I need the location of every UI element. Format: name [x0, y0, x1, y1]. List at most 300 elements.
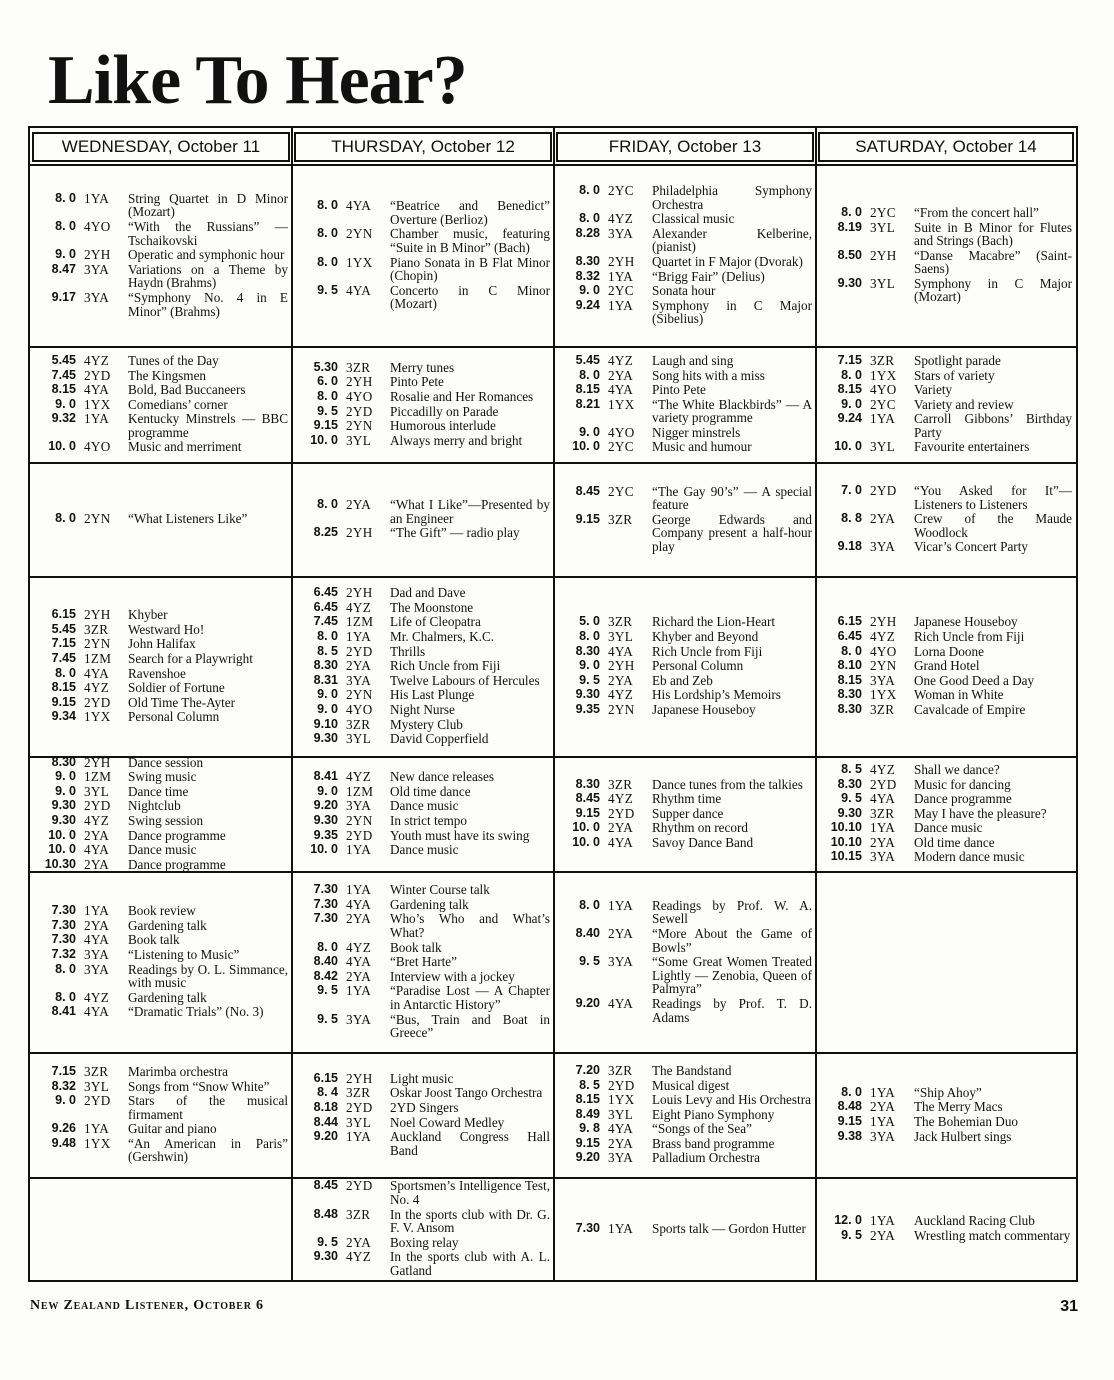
- station-call-sign: 3YA: [84, 261, 110, 277]
- programme-title: Rich Uncle from Fiji: [390, 658, 501, 674]
- programme-title: Crew of the Maude Woodlock: [914, 511, 1072, 540]
- programme-title: “Some Great Women Treated Lightly — Zenobia, Queen of Palmyra”: [652, 954, 812, 997]
- station-call-sign: 3ZR: [84, 1063, 109, 1079]
- programme-entry: [298, 1179, 550, 1206]
- programme-time: 5.45: [51, 621, 76, 636]
- station-call-sign: 2YN: [346, 687, 373, 703]
- programme-title: “Ship Ahoy”: [914, 1084, 982, 1100]
- programme-time: 8. 0: [55, 219, 76, 234]
- station-call-sign: 2YH: [346, 525, 373, 541]
- programme-time: 8.40: [313, 954, 338, 969]
- programme-entry: [560, 299, 812, 326]
- programme-time: 9.30: [51, 798, 76, 813]
- schedule-cell: [30, 1179, 292, 1279]
- programme-entry: [822, 792, 1072, 806]
- programme-entry: [560, 688, 812, 702]
- station-call-sign: 4YZ: [608, 211, 634, 227]
- programme-title: Dance tunes from the talkies: [652, 776, 803, 792]
- station-call-sign: 3YA: [870, 849, 896, 865]
- programme-entry: [560, 674, 812, 688]
- programme-entry: [822, 369, 1072, 383]
- programme-time: 9. 5: [317, 403, 338, 418]
- programme-entry: [36, 991, 288, 1005]
- day-header: SATURDAY, October 14: [818, 132, 1074, 162]
- station-call-sign: 4YO: [870, 643, 897, 659]
- programme-title: Piano Sonata in B Flat Minor (Chopin): [390, 254, 550, 284]
- programme-title: Sportsmen’s Intelligence Test, No. 4: [390, 1178, 550, 1208]
- station-call-sign: 1YX: [84, 709, 111, 725]
- programme-time: 9.30: [313, 813, 338, 827]
- station-call-sign: 2YN: [346, 226, 373, 242]
- programme-title: Night Nurse: [390, 701, 455, 717]
- schedule-cell: [816, 758, 1076, 870]
- station-call-sign: 1YA: [870, 820, 896, 836]
- programme-entry: [36, 383, 288, 397]
- programme-entry: [822, 206, 1072, 220]
- programme-time: 9.30: [51, 813, 76, 827]
- station-call-sign: 2YD: [346, 1099, 373, 1115]
- programme-title: Variety: [914, 382, 953, 398]
- programme-time: 9. 0: [579, 283, 600, 298]
- programme-time: 8. 0: [579, 367, 600, 382]
- programme-grid: [28, 126, 1078, 1282]
- programme-entry: [560, 899, 812, 926]
- station-call-sign: 1YA: [870, 411, 896, 427]
- programme-time: 8. 0: [841, 367, 862, 382]
- station-call-sign: 3YL: [346, 1114, 372, 1130]
- programme-time: 9.15: [575, 1135, 600, 1150]
- programme-time: 10. 0: [572, 439, 600, 454]
- programme-title: Comedians’ corner: [128, 396, 228, 412]
- programme-time: 8. 0: [317, 198, 338, 213]
- programme-entry: [36, 652, 288, 666]
- programme-time: 9. 0: [55, 783, 76, 798]
- programme-title: Rosalie and Her Romances: [390, 388, 534, 404]
- station-call-sign: 2YD: [346, 1178, 373, 1194]
- programme-title: Eb and Zeb: [652, 672, 713, 688]
- station-call-sign: 1YA: [346, 629, 372, 645]
- programme-entry: [36, 814, 288, 828]
- station-call-sign: 4YZ: [346, 1249, 372, 1265]
- station-call-sign: 4YA: [84, 1004, 110, 1020]
- programme-entry: [298, 1208, 550, 1235]
- programme-entry: [560, 836, 812, 850]
- programme-entry: [36, 933, 288, 947]
- programme-time: 9.30: [575, 687, 600, 702]
- station-call-sign: 1YA: [608, 1220, 634, 1236]
- programme-title: “An American in Paris” (Gershwin): [128, 1135, 288, 1165]
- station-call-sign: 2YC: [870, 204, 896, 220]
- programme-title: “What I Like”—Presented by an Engineer: [390, 497, 550, 526]
- station-call-sign: 2YA: [870, 1099, 896, 1115]
- programme-title: Philadelphia Symphony Orchestra: [652, 183, 812, 212]
- station-call-sign: 3YL: [608, 1106, 634, 1122]
- station-call-sign: 4YA: [84, 382, 110, 398]
- programme-entry: [822, 1214, 1072, 1228]
- programme-time: 8.15: [51, 382, 76, 397]
- programme-entry: [822, 688, 1072, 702]
- station-call-sign: 4YZ: [870, 629, 896, 645]
- station-call-sign: 1YA: [84, 1121, 110, 1137]
- day-header: WEDNESDAY, October 11: [32, 132, 290, 162]
- programme-time: 8. 0: [55, 190, 76, 205]
- programme-time: 10. 0: [48, 827, 76, 842]
- station-call-sign: 2YA: [346, 658, 372, 674]
- programme-time: 9.30: [313, 731, 338, 746]
- programme-title: Savoy Dance Band: [652, 834, 754, 850]
- programme-title: Symphony in C Major (Mozart): [914, 275, 1072, 305]
- programme-entry: [36, 623, 288, 637]
- station-call-sign: 4YZ: [84, 989, 110, 1005]
- programme-time: 8.50: [837, 247, 862, 262]
- programme-entry: [36, 696, 288, 710]
- programme-entry: [560, 659, 812, 673]
- programme-entry: [822, 703, 1072, 717]
- programme-title: Cavalcade of Empire: [914, 701, 1026, 717]
- programme-entry: [560, 398, 812, 425]
- programme-title: Gardening talk: [128, 917, 207, 933]
- programme-time: 6.15: [313, 1070, 338, 1085]
- programme-title: Song hits with a miss: [652, 367, 765, 383]
- programme-title: Ravenshoe: [128, 665, 186, 681]
- station-call-sign: 2YN: [870, 658, 897, 674]
- programme-title: “Beatrice and Benedict” Overture (Berlioz): [390, 198, 550, 227]
- programme-entry: [36, 770, 288, 784]
- station-call-sign: 1YA: [870, 1114, 896, 1129]
- station-call-sign: 4YA: [84, 842, 110, 858]
- programme-entry: [560, 792, 812, 806]
- programme-entry: [298, 785, 550, 799]
- station-call-sign: 3YA: [608, 954, 634, 970]
- station-call-sign: 1ZM: [346, 614, 374, 630]
- programme-time: 9.35: [575, 701, 600, 716]
- programme-time: 10.30: [44, 856, 76, 871]
- schedule-cell: [816, 1054, 1076, 1176]
- programme-entry: [560, 426, 812, 440]
- station-call-sign: 2YH: [346, 374, 373, 390]
- programme-time: 9.24: [575, 297, 600, 312]
- station-call-sign: 2YH: [608, 658, 635, 674]
- programme-title: “Paradise Lost — A Chapter in Antarctic History”: [390, 983, 550, 1012]
- station-call-sign: 4YZ: [608, 791, 634, 807]
- programme-entry: [560, 645, 812, 659]
- programme-entry: [822, 484, 1072, 511]
- programme-time: 7.15: [837, 352, 862, 367]
- programme-entry: [298, 615, 550, 629]
- programme-time: 9. 0: [579, 424, 600, 439]
- programme-entry: [822, 763, 1072, 777]
- programme-entry: [560, 807, 812, 821]
- station-call-sign: 3YL: [870, 275, 896, 291]
- programme-entry: [298, 405, 550, 419]
- programme-time: 9. 0: [579, 658, 600, 673]
- schedule-cell: [554, 464, 816, 575]
- programme-time: 8. 0: [317, 388, 338, 403]
- station-call-sign: 3YA: [346, 798, 372, 814]
- station-call-sign: 1YX: [608, 396, 635, 412]
- station-call-sign: 2YH: [870, 614, 897, 630]
- programme-time: 8.31: [313, 672, 338, 687]
- programme-time: 10. 0: [572, 834, 600, 849]
- programme-time: 8.18: [313, 1099, 338, 1114]
- programme-time: 7.45: [313, 614, 338, 629]
- schedule-cell: [554, 1179, 816, 1279]
- programme-time: 9.32: [51, 411, 76, 426]
- station-call-sign: 2YD: [84, 1093, 111, 1109]
- programme-time: 8.25: [313, 525, 338, 540]
- station-call-sign: 4YA: [608, 995, 634, 1011]
- programme-entry: [298, 843, 550, 857]
- programme-time: 8.15: [837, 382, 862, 397]
- programme-time: 7.45: [51, 367, 76, 382]
- station-call-sign: 2YA: [346, 911, 372, 927]
- programme-time: 9. 8: [579, 1121, 600, 1136]
- programme-time: 9. 5: [317, 282, 338, 297]
- programme-entry: [298, 1116, 550, 1130]
- station-call-sign: 3YL: [84, 783, 110, 799]
- schedule-cell: [554, 348, 816, 461]
- programme-title: Dance time: [128, 783, 189, 799]
- programme-entry: [298, 498, 550, 525]
- station-call-sign: 2YC: [608, 483, 634, 499]
- station-call-sign: 3ZR: [870, 701, 895, 717]
- programme-entry: [822, 821, 1072, 835]
- programme-entry: [298, 688, 550, 702]
- station-call-sign: 3ZR: [346, 716, 371, 732]
- programme-time: 8.19: [837, 219, 862, 234]
- schedule-cell: [816, 464, 1076, 575]
- station-call-sign: 4YA: [608, 1121, 634, 1137]
- schedule-cell: [816, 1179, 1076, 1279]
- programme-time: 7.32: [51, 946, 76, 961]
- programme-time: 8. 5: [317, 643, 338, 658]
- programme-entry: [298, 434, 550, 448]
- station-call-sign: 2YN: [346, 813, 373, 828]
- station-call-sign: 4YA: [84, 932, 110, 948]
- programme-entry: [560, 1122, 812, 1136]
- programme-time: 8. 0: [317, 226, 338, 241]
- programme-title: Oskar Joost Tango Orchestra: [390, 1085, 543, 1101]
- programme-time: 8. 0: [579, 629, 600, 644]
- programme-entry: [298, 419, 550, 433]
- station-call-sign: 3YA: [346, 672, 372, 688]
- schedule-cell: [292, 166, 554, 345]
- programme-entry: [298, 1086, 550, 1100]
- programme-title: Merry tunes: [390, 359, 455, 375]
- programme-time: 10. 0: [310, 842, 338, 857]
- station-call-sign: 4YZ: [84, 352, 110, 368]
- programme-entry: [298, 630, 550, 644]
- programme-entry: [822, 850, 1072, 864]
- station-call-sign: 2YD: [84, 367, 111, 383]
- station-call-sign: 4YZ: [346, 939, 372, 955]
- programme-title: Bold, Bad Buccaneers: [128, 382, 246, 398]
- station-call-sign: 1YA: [346, 1129, 372, 1145]
- programme-title: Wrestling match commentary: [914, 1228, 1071, 1243]
- station-call-sign: 2YA: [346, 497, 372, 513]
- programme-entry: [822, 383, 1072, 397]
- programme-title: Dance programme: [128, 856, 226, 872]
- station-call-sign: 4YO: [84, 219, 111, 235]
- station-call-sign: 1YX: [84, 396, 111, 412]
- station-call-sign: 2YN: [346, 418, 373, 434]
- schedule-cell: [554, 578, 816, 755]
- programme-time: 8. 0: [317, 939, 338, 954]
- programme-entry: [298, 984, 550, 1011]
- programme-entry: [560, 1151, 812, 1165]
- programme-time: 8.30: [313, 658, 338, 673]
- programme-entry: [560, 227, 812, 254]
- programme-entry: [560, 1222, 812, 1236]
- programme-time: 8. 0: [317, 629, 338, 644]
- programme-title: “Bret Harte”: [390, 954, 457, 970]
- programme-entry: [560, 1064, 812, 1078]
- programme-time: 8. 0: [317, 497, 338, 512]
- programme-entry: [298, 601, 550, 615]
- programme-entry: [560, 383, 812, 397]
- programme-title: Music and humour: [652, 439, 752, 455]
- programme-title: Japanese Houseboy: [652, 701, 756, 717]
- programme-title: Music for dancing: [914, 776, 1011, 792]
- station-call-sign: 3YA: [608, 1150, 634, 1166]
- programme-title: The Bohemian Duo: [914, 1114, 1019, 1129]
- programme-entry: [36, 440, 288, 454]
- station-call-sign: 3ZR: [608, 511, 633, 527]
- programme-time: 8.10: [837, 658, 862, 673]
- programme-time: 8.30: [575, 254, 600, 268]
- station-call-sign: 2YD: [84, 798, 111, 814]
- programme-title: Suite in B Minor for Flutes and Strings (Bach): [914, 219, 1072, 249]
- programme-time: 8. 0: [55, 961, 76, 976]
- day-header: THURSDAY, October 12: [294, 132, 552, 162]
- programme-time: 7.30: [51, 917, 76, 932]
- programme-title: Gardening talk: [390, 896, 469, 912]
- programme-entry: [36, 756, 288, 770]
- programme-title: Musical digest: [652, 1077, 730, 1093]
- programme-title: Supper dance: [652, 805, 724, 821]
- programme-time: 9.20: [313, 798, 338, 813]
- programme-time: 5.45: [51, 352, 76, 367]
- programme-entry: [560, 927, 812, 954]
- programme-title: Life of Cleopatra: [390, 614, 481, 630]
- station-call-sign: 2YN: [84, 636, 111, 652]
- programme-title: Always merry and bright: [390, 432, 523, 448]
- programme-entry: [822, 512, 1072, 539]
- station-call-sign: 4YA: [346, 282, 372, 298]
- programme-entry: [36, 291, 288, 318]
- programme-time: 9.10: [313, 716, 338, 731]
- programme-title: “The White Blackbirds” — A variety programme: [652, 396, 812, 426]
- programme-entry: [298, 1072, 550, 1086]
- schedule-cell: [292, 464, 554, 575]
- programme-time: 10.10: [830, 834, 862, 849]
- publication-name: New Zealand Listener, October 6: [30, 1298, 264, 1313]
- programme-title: Personal Column: [652, 658, 744, 674]
- programme-time: 8.30: [837, 701, 862, 716]
- programme-title: In the sports club with A. L. Gatland: [390, 1249, 550, 1278]
- programme-time: 9.26: [51, 1121, 76, 1136]
- programme-title: Jack Hulbert sings: [914, 1128, 1012, 1144]
- programme-entry: [560, 1079, 812, 1093]
- page-number: 31: [1060, 1298, 1078, 1315]
- programme-title: Dance music: [390, 842, 459, 858]
- station-call-sign: 2YH: [870, 247, 897, 263]
- programme-title: Rich Uncle from Fiji: [914, 629, 1025, 645]
- programme-entry: [560, 184, 812, 211]
- programme-entry: [36, 637, 288, 651]
- programme-title: Louis Levy and His Orchestra: [652, 1092, 811, 1108]
- station-call-sign: 3YA: [870, 672, 896, 688]
- programme-title: “The Gay 90’s” — A special feature: [652, 483, 812, 513]
- programme-entry: [560, 255, 812, 269]
- station-call-sign: 2YA: [346, 1234, 372, 1250]
- programme-entry: [560, 513, 812, 554]
- programme-entry: [822, 1100, 1072, 1114]
- programme-entry: [36, 369, 288, 383]
- programme-entry: [560, 270, 812, 284]
- programme-entry: [560, 440, 812, 454]
- programme-time: 7.15: [51, 636, 76, 651]
- station-call-sign: 3YL: [608, 629, 634, 645]
- programme-entry: [298, 718, 550, 732]
- programme-time: 9.20: [575, 995, 600, 1010]
- programme-entry: [298, 955, 550, 969]
- programme-entry: [36, 220, 288, 247]
- programme-time: 7.20: [575, 1062, 600, 1077]
- station-call-sign: 3ZR: [346, 1085, 371, 1101]
- programme-time: 8.45: [313, 1178, 338, 1193]
- programme-time: 8. 5: [841, 761, 862, 776]
- programme-entry: [822, 1130, 1072, 1144]
- programme-time: 10. 0: [310, 432, 338, 447]
- programme-title: Old time dance: [390, 783, 471, 799]
- programme-entry: [822, 1229, 1072, 1243]
- programme-title: New dance releases: [390, 769, 494, 785]
- programme-time: 8.30: [575, 776, 600, 791]
- programme-time: 10. 0: [572, 820, 600, 835]
- programme-title: Music and merriment: [128, 439, 242, 455]
- programme-time: 8.45: [575, 483, 600, 498]
- programme-title: Westward Ho!: [128, 621, 205, 637]
- programme-title: Humorous interlude: [390, 418, 496, 434]
- programme-title: Old Time The-Ayter: [128, 694, 235, 710]
- programme-entry: [822, 354, 1072, 368]
- programme-time: 9. 5: [317, 1011, 338, 1026]
- station-call-sign: 3YA: [84, 961, 110, 977]
- station-call-sign: 2YA: [870, 834, 896, 850]
- programme-time: 9.15: [837, 1114, 862, 1128]
- programme-entry: [560, 630, 812, 644]
- programme-time: 8.30: [837, 687, 862, 702]
- programme-title: Mystery Club: [390, 716, 463, 732]
- programme-title: Youth must have its swing: [390, 827, 530, 843]
- programme-time: 8. 0: [55, 665, 76, 680]
- schedule-cell: [554, 1054, 816, 1176]
- programme-entry: [560, 1093, 812, 1107]
- programme-entry: [36, 667, 288, 681]
- programme-entry: [560, 615, 812, 629]
- programme-time: 10.15: [830, 849, 862, 864]
- schedule-cell: [292, 1179, 554, 1279]
- programme-entry: [36, 1005, 288, 1019]
- programme-title: Nigger minstrels: [652, 424, 741, 440]
- programme-entry: [822, 1115, 1072, 1129]
- station-call-sign: 1ZM: [84, 769, 112, 785]
- station-call-sign: 2YD: [608, 805, 635, 821]
- programme-time: 9.30: [313, 1249, 338, 1264]
- programme-title: Variety and review: [914, 396, 1014, 412]
- programme-entry: [36, 354, 288, 368]
